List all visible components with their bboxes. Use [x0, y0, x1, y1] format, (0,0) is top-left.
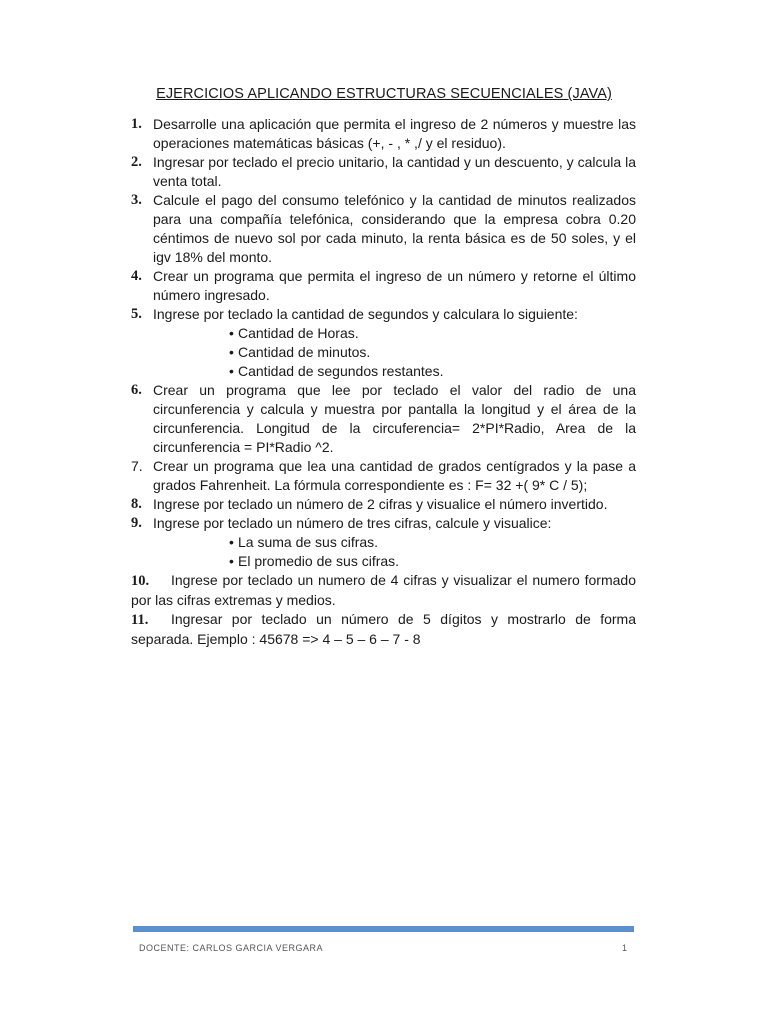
- exercise-item: [131, 115, 636, 153]
- bullet-icon: •: [229, 534, 234, 550]
- item-text: Ingrese por teclado la cantidad de segundos y calculara lo siguiente:: [153, 306, 578, 322]
- item-number: 6.: [131, 382, 142, 398]
- item-text: Desarrolle una aplicación que permita el ingreso de 2 números y muestre las operaciones matemáticas básicas (+, - , * ,/ y el residuo).: [153, 116, 636, 151]
- bullet-item: • Cantidad de minutos.: [229, 344, 371, 360]
- item-number: 3.: [131, 192, 142, 208]
- footer-divider: [133, 926, 634, 932]
- item-number: 9.: [131, 515, 142, 531]
- exercise-item: [131, 381, 636, 457]
- exercise-item: [131, 305, 636, 381]
- exercise-item: [131, 191, 636, 267]
- item-text: Crear un programa que permita el ingreso de un número y retorne el último número ingresado.: [153, 268, 636, 303]
- exercise-item: [131, 457, 636, 495]
- exercise-item: [131, 514, 636, 571]
- item-text: Crear un programa que lea una cantidad de grados centígrados y la pase a grados Fahrenheit. La fórmula correspondiente es : F= 32 +( 9* C / 5);: [153, 458, 636, 493]
- page-title: EJERCICIOS APLICANDO ESTRUCTURAS SECUENCIALES (JAVA): [156, 86, 612, 102]
- item-number: 1.: [131, 116, 142, 132]
- item-number: 8.: [131, 496, 142, 512]
- item-number: 7.: [131, 458, 143, 474]
- item-text: Calcule el pago del consumo telefónico y la cantidad de minutos realizados para una compañía telefónica, considerando que la empresa cobra 0.20 céntimos de nuevo sol por cada minuto, la renta básica es de 50 soles, y el igv 18% del monto.: [153, 192, 636, 265]
- bullet-list: [153, 324, 636, 381]
- item-number: 11.: [131, 612, 149, 628]
- item-number: 4.: [131, 268, 142, 284]
- bullet-icon: •: [229, 344, 234, 360]
- item-number: 10.: [131, 573, 150, 589]
- bullet-list: [153, 533, 636, 571]
- exercise-item: [131, 267, 636, 305]
- item-text: Ingrese por teclado un número de 2 cifras y visualice el número invertido.: [153, 496, 608, 512]
- exercise-item: [131, 571, 636, 610]
- bullet-item: • Cantidad de segundos restantes.: [229, 363, 444, 379]
- item-number: 5.: [131, 306, 142, 322]
- bullet-icon: •: [229, 325, 234, 341]
- item-text: Ingrese por teclado un numero de 4 cifras y visualizar el numero formado por las cifras extremas y medios.: [131, 572, 636, 608]
- item-text: Ingresar por teclado el precio unitario, la cantidad y un descuento, y calcula la venta total.: [153, 154, 636, 189]
- footer-author: DOCENTE: CARLOS GARCIA VERGARA: [139, 943, 324, 953]
- bullet-item: • Cantidad de Horas.: [229, 325, 359, 341]
- exercise-item: [131, 495, 636, 514]
- item-text: Ingresar por teclado un número de 5 dígitos y mostrarlo de forma separada. Ejemplo : 45678 => 4 – 5 – 6 – 7 - 8: [131, 611, 636, 647]
- item-text: Crear un programa que lee por teclado el valor del radio de una circunferencia y calcula y muestra por pantalla la longitud y el área de la circunferencia. Longitud de la circuferencia= 2*PI*Radio, Area de la circunferencia = PI*Radio ^2.: [153, 382, 636, 455]
- page-number: 1: [622, 943, 628, 953]
- exercise-list: [131, 115, 636, 649]
- exercise-item: [131, 610, 636, 649]
- bullet-icon: •: [229, 363, 234, 379]
- bullet-item: • La suma de sus cifras.: [229, 534, 379, 550]
- exercise-item: [131, 153, 636, 191]
- bullet-item: • El promedio de sus cifras.: [229, 553, 400, 569]
- item-text: Ingrese por teclado un número de tres cifras, calcule y visualice:: [153, 515, 552, 531]
- bullet-icon: •: [229, 553, 234, 569]
- item-number: 2.: [131, 154, 142, 170]
